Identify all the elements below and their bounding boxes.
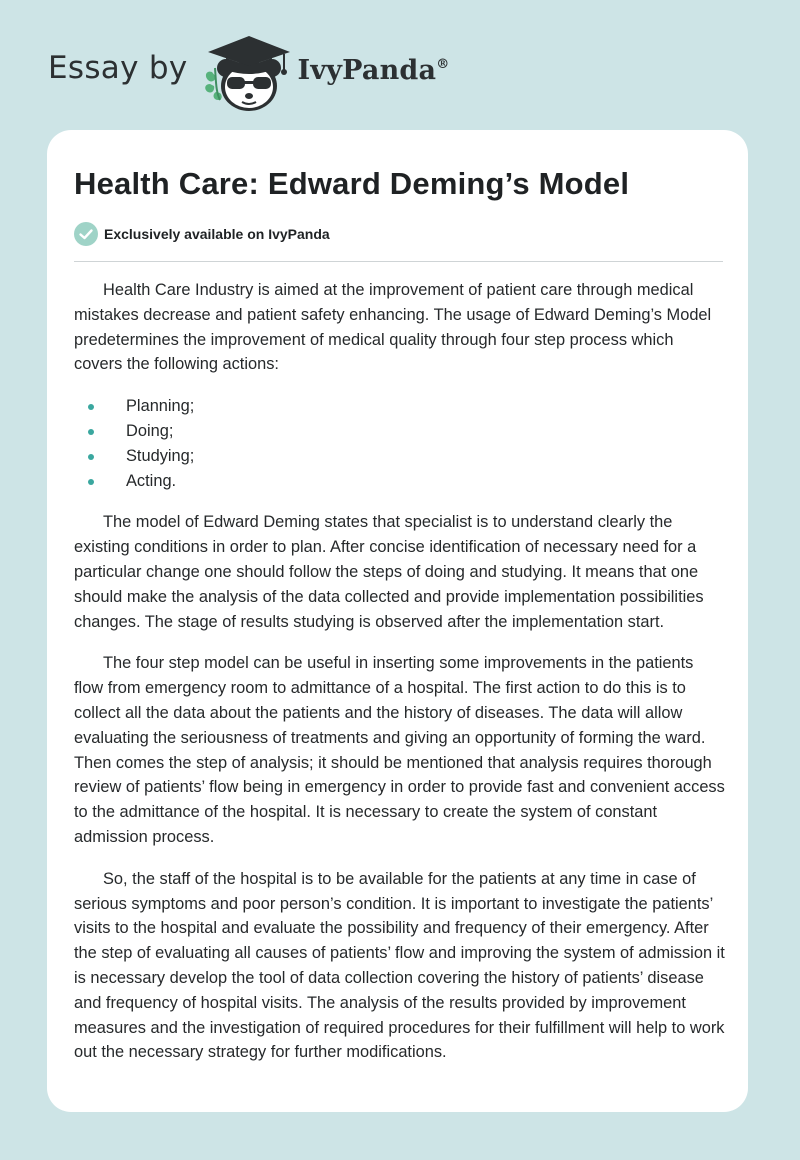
paragraph: The model of Edward Deming states that specialist is to understand clearly the existing conditions in order to plan. After concise identification of necessary need for a particular change one should follow the steps of doing and studying. It means that one should make the analysis of the data collected and provide implementation possibilities changes. The stage of results studying is observed after the implementation start. <box>74 513 704 631</box>
bullet-dot-icon <box>88 429 94 435</box>
registered-mark: ® <box>436 56 450 72</box>
page-title: Health Care: Edward Deming’s Model <box>74 166 630 201</box>
article-card <box>47 130 748 1112</box>
paragraph: Health Care Industry is aimed at the improvement of patient care through medical mistakes decrease and patient safety enhancing. The usage of Edward Deming’s Model predetermines the improvement of medical quality through four step process which covers the following actions: <box>74 281 712 374</box>
check-badge-icon <box>74 222 98 246</box>
bullet-dot-icon <box>88 404 94 410</box>
site-header <box>48 26 449 116</box>
bullet-dot-icon <box>88 454 94 460</box>
paragraph: So, the staff of the hospital is to be available for the patients at any time in case of serious symptoms and poor person’s condition. It is important to investigate the patients’ visits to the hospital and evaluate the possibility and frequency of their emergency. After the step of evaluating all causes of patients’ flow and improving the system of admission it is necessary develop the tool of data collection covering the history of patients’ disease and frequency of hospital visits. The analysis of the results provided by improvement measures and the investigation of required procedures for their fulfillment will help to work out the necessary strategy for further modifications. <box>74 869 725 1062</box>
divider <box>74 261 723 262</box>
article-body <box>74 278 726 1065</box>
steps-list <box>74 394 726 493</box>
exclusive-badge <box>74 222 330 246</box>
list-item: Studying; <box>74 444 726 469</box>
paragraph: The four step model can be useful in inserting some improvements in the patients flow from emergency room to admittance of a hospital. The first action to do this is to collect all the data about the patients and the history of diseases. The data will allow evaluating the seriousness of treatments and giving an opportunity of forming the ward. Then comes the step of analysis; it should be mentioned that analysis requires thorough review of patients’ flow being in emergency in order to provide fast and convenient access to the admittance of the hospital. It is necessary to create the system of constant admission process. <box>74 654 725 846</box>
list-item: Acting. <box>74 469 726 494</box>
panda-graduation-logo-icon[interactable] <box>202 26 298 116</box>
brand-name[interactable]: IvyPanda® <box>297 54 450 86</box>
essay-by-label: Essay by <box>48 50 188 86</box>
list-item: Doing; <box>74 419 726 444</box>
list-item: Planning; <box>74 394 726 419</box>
bullet-dot-icon <box>88 479 94 485</box>
exclusive-label: Exclusively available on IvyPanda <box>104 226 330 242</box>
